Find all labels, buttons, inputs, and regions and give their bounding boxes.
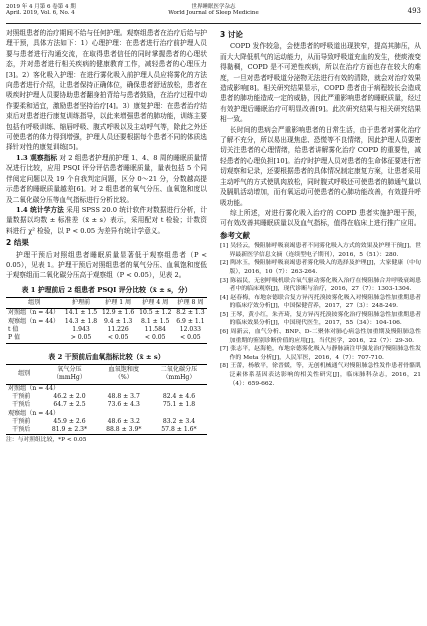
table-cell: 75.1 ± 1.8 [162, 401, 196, 409]
table-cell: < 0.05 [137, 334, 174, 343]
discussion-paragraph-1: COPD 发作较急，会使患者的呼吸道出现狭窄，提高其肺压，从而大大降低机气的运动能力，从而导致呼吸道充血的发生，使痰液变得黏稠，COPD 是不可逆性疾病，所以在治疗方面也存在较大的难度，一旦对患者呼吸道分泌物无法进行有效的清除，就会对治疗效果造成影响[8]。相关研究结果显示，COPD 患者由于病程较长会造成患者的肺功能造成一定的威胁，因此严重影响患者的睡眠质量，经过有效护理后睡眠治疗可明显改善[9]。此次研究结果与相关研究结果相一致。 [220, 42, 421, 124]
table-cell: 83.2 ± 3.4 [162, 417, 196, 425]
section-1-3-text: 对 2 组患者护理前护理 1、4、8 周的睡眠质量情况进行比较，应用 PSQI 评分评估患者睡眠质量，量表包括 5 个同伴阅定问题以及 19 个自我判定问题，区分 0～21 分，分数越高提示患者的睡眠质量越差[6]。对 2 组患者的氧气分压、血氧饱和度以及二氧化碳分压等血气指标进行分析比较。 [6, 153, 207, 204]
section-3-title: 3 讨论 [220, 30, 243, 39]
reference-item: [7] 张志平，赵海艳，布地奈德雾化吸入与静脉滴注甲强龙治疗慢阻肺急性发作的 Meta 分析[J]，人民军医，2016，4（7）：707-710. [220, 346, 421, 361]
table-group-row [6, 384, 207, 393]
table-row [6, 326, 207, 334]
table-header-cell: 氧气分压 （mmHg） [42, 365, 96, 385]
table-cell: t 值 [8, 326, 19, 334]
table-header-cell: 护理前 [62, 298, 99, 309]
table-group-label: 对照组（n = 44） [8, 384, 60, 392]
table-cell: 88.8 ± 3.9* [97, 426, 151, 435]
table-cell: 12.9 ± 1.6 [102, 309, 135, 317]
table-cell: 81.9 ± 2.3* [42, 426, 96, 435]
table-cell: 12.033 [179, 326, 202, 334]
table-row [6, 334, 207, 343]
reference-item: [8] 王蕾，杨敏平，徐晋媛，等，无创机械通气对慢阻肺急性发作患者骨骼肌泛素体系基因表达影响的相关性研究[J]，临床肺科杂志，2016，21（4）：659-662. [220, 363, 421, 387]
page-number: 493 [407, 7, 421, 15]
table-cell: 14.3 ± 1.8 [64, 317, 98, 325]
table-cell: 10.5 ± 1.2 [139, 309, 172, 317]
table-cell: 11.226 [107, 326, 129, 334]
table-cell: 57.8 ± 1.6* [151, 426, 207, 435]
table-cell: 14.1 ± 1.5 [64, 309, 98, 317]
table-row [6, 309, 207, 318]
table-header-cell: 组别 [6, 365, 42, 385]
table-row [6, 401, 207, 409]
table-cell: 46.2 ± 2.0 [53, 392, 86, 400]
table-row [6, 318, 207, 326]
table-header-cell: 二氧化碳分压 （mmHg） [151, 365, 207, 385]
issue-zh: 2019 年 4 月第 6 卷第 4 期 [6, 4, 76, 10]
left-column [6, 28, 207, 446]
table-cell: 82.4 ± 4.6 [162, 392, 196, 400]
table-1 [6, 297, 207, 343]
table-cell: 9.4 ± 1.3 [103, 317, 133, 325]
table-header-cell: 血氧饱和度 （%） [97, 365, 151, 385]
journal-name-zh: 世界睡眠医学杂志 [191, 4, 236, 10]
table-row [6, 393, 207, 401]
journal-name-en: World Journal of Sleep Medicine [168, 10, 259, 17]
section-1-3 [6, 153, 207, 205]
discussion-paragraph-3: 综上所述，对进行雾化吸入治疗的 COPD 患者实施护理干预，可有效改善其睡眠质量以及血气指标，值得在临床上进行推广应用。 [220, 208, 421, 228]
table-cell: 8.2 ± 1.3 [176, 309, 205, 317]
section-1-3-title: 1.3 观察指标 [16, 153, 58, 162]
table-cell: 64.7 ± 2.5 [53, 401, 86, 409]
reference-item: [6] 周新云，血气分析、BNP、D-二聚体对肺心病急性加重期及慢阻肺急性加重期的鉴别诊断价值的应用[J]，当代医学，2016，22（7）：29-30. [220, 329, 421, 344]
table-cell: P 值 [6, 334, 62, 343]
reference-item: [1] 吴轻云，慢阻肺呼吸衰竭患者不同雾化吸入方式的效果及护理干预[J]，世界最新医学信息文摘（连续型电子期刊），2016，5（51）：280. [220, 243, 421, 258]
table-cell: > 0.05 [62, 334, 99, 343]
table-cell: 73.6 ± 4.3 [107, 401, 140, 409]
journal-name [6, 4, 421, 17]
table-row [6, 418, 207, 426]
table-cell: 48.6 ± 3.2 [107, 417, 140, 425]
table-1-title: 表 1 护理前后 2 组患者 PSQI 评分比较（x̄ ± s，分） [21, 285, 192, 294]
section-1-4-title: 1.4 统计学方法 [16, 205, 64, 214]
table-row [6, 426, 207, 435]
table-cell: 对照组（n = 44） [8, 309, 60, 317]
issue-en: April. 2019, Vol. 6, No. 4 [6, 10, 75, 17]
table-cell: < 0.05 [174, 334, 207, 343]
table-cell: < 0.05 [100, 334, 137, 343]
section-1-4 [6, 205, 207, 236]
table-cell: 48.8 ± 3.7 [107, 392, 140, 400]
table-cell: 干预后 [6, 426, 42, 435]
discussion-paragraph-2: 长时间的患病会严重影响患者的日常生活，由于患者对雾化治疗了解不充分，所以易出现焦虑、恐慌等不良情绪，因此护理人员要密切关注患者的心理情绪，给患者讲解雾化治疗 COPD 的重要性，减轻患者的心理负担[10]。治疗时护理人员对患者的生命体征要进行密切观察和记录，还要根据患者的具体情况制定康复方案，让患者采用主动呼气的方式使肌肉放松，同时腹式呼吸还可使患者的肺通气量以及膈肌活动增加，而有氧运动可使患者的心肺功能改善，有效提升呼吸功能。 [220, 125, 421, 207]
page-header [6, 3, 421, 24]
reference-item: [2] 陶冰玉，慢阻肺呼吸衰竭患者雾化吸入的选择及护理[J]，大家健康（中旬版），2016，10（7）：263-264. [220, 260, 421, 275]
references-title: 参考文献 [220, 230, 250, 240]
table-cell: 11.584 [144, 326, 166, 334]
table-group-row [6, 410, 207, 418]
right-column [220, 28, 421, 388]
reference-item: [5] 王琴，黄小红，朱齐琦，复方异丙托溴铵雾化治疗慢阻肺急性加重期患者的临床效果分析[J]，中国现代医生，2017，55（34）：104-106. [220, 311, 421, 327]
table-2-note: 注：与对照组比较，*P < 0.05 [6, 437, 87, 444]
results-paragraph: 护理干预后对照组患者睡眠质量显著低于观察组患者（P < 0.05），见表 1。护理干预后对照组患者的氧气分压、血氧饱和度低于观察组而二氧化碳分压高于观察组（P < 0.05），见表 2。 [6, 250, 207, 280]
table-cell: 干预后 [12, 401, 31, 409]
references-list [220, 242, 421, 388]
table-header-cell: 组别 [6, 298, 62, 309]
table-header-cell: 护理 4 周 [137, 298, 174, 309]
table-header-cell: 护理 8 周 [174, 298, 207, 309]
table-cell: 45.9 ± 2.6 [53, 417, 86, 425]
table-cell: 观察组（n = 44） [8, 317, 60, 325]
table-cell: 1.943 [72, 326, 90, 334]
reference-item: [4] 赵春梅，布地奈德联合复方异丙托溴铵雾化吸入对慢阻肺急性加重期患者的临床疗效分析[J]，中国保健营养，2017，27（3）：248-249. [220, 294, 421, 310]
table-header-cell: 护理 1 周 [100, 298, 137, 309]
table-2-title: 表 2 干预前后血氧指标比较（x̄ ± s） [48, 352, 165, 361]
section-2-title: 2 结果 [6, 238, 29, 248]
table-cell: 8.1 ± 1.5 [141, 317, 170, 325]
reference-item: [3] 陈福民，无创呼吸机联合氧气驱动雾化吸入治疗在慢阻肺合并呼吸衰竭患者中的临床观察[J]，现代诊断与治疗，2016，27（7）：1303-1304. [220, 277, 421, 293]
table-2 [6, 364, 207, 435]
table-1-header-row [6, 298, 207, 309]
table-cell: 6.9 ± 1.1 [176, 317, 205, 325]
table-cell: 干预前 [12, 392, 31, 400]
table-group-label: 观察组（n = 44） [8, 409, 60, 417]
section-1-4-text: 采用 SPSS 20.0 统计软件对数据进行分析，计量数据以均数 ± 标准差（x̄ ± s）表示，采用配对 t 检验；计数资料进行 χ² 检验，以 P < 0.05 为差异有统计学意义。 [6, 205, 207, 235]
table-2-header-row [6, 365, 207, 385]
table-cell: 干预前 [12, 417, 31, 425]
nursing-methods-paragraph: 对照组患者的治疗期间不给与任何护理。观察组患者在治疗后给与护理干预，具体方法如下：1）心理护理：在患者进行治疗前护理人员要与患者进行沟通交流，在取得患者信任的同时掌握患者的心理状态，并对患者进行相关疾病的健康教育工作，减轻患者的心理压力[3]。2）客化吸入护理：在进行雾化吸入前护理人员应将雾化的方法向患者进行介绍，让患者保持正确体位，确保患者舒适放松，患者在吸疾时护理人员要协助患者翻身拍背给与患者鼓励，在治疗过程中动作要柔和适宜，激励患者坚持治疗[4]。3）康复护理：在患者治疗结束后对患者进行康复训练指导，以此来增强患者的肺功能，训练主要包括有呼吸训练、缩唇呼吸、腹式呼吸以及主动呼气等，除此之外还可使患者的体力得到增强，护理人员还要根据每个患者不同的体质选择针对性的康复训练[5]。 [6, 29, 207, 152]
